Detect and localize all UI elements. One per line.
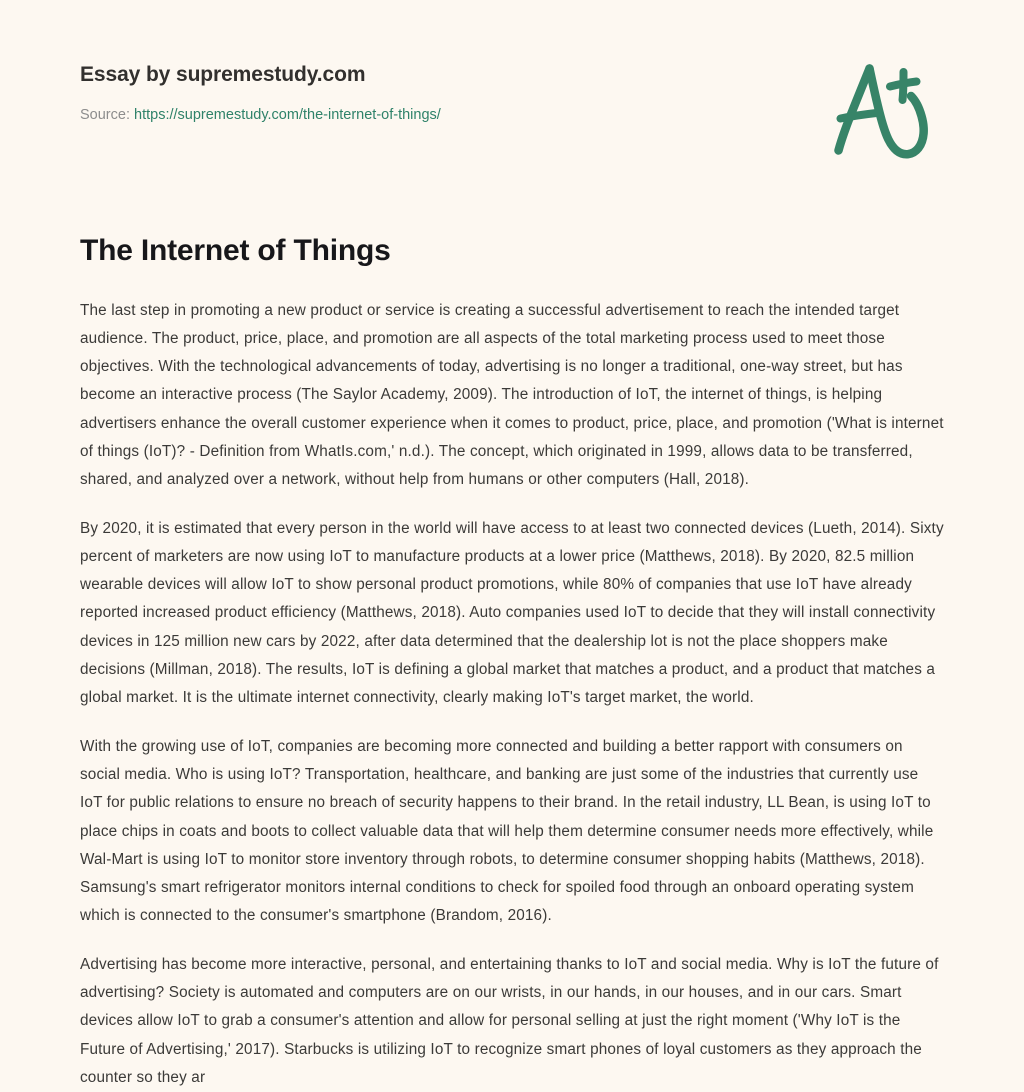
source-url-link[interactable]: https://supremestudy.com/the-internet-of-things/ <box>134 107 441 123</box>
paragraph: Advertising has become more interactive, personal, and entertaining thanks to IoT and social media. Why is IoT the future of advertising? Society is automated and computers are on our wrists, in our hands, in our houses, and in our cars. Smart devices allow IoT to grab a consumer's attention and allow for personal selling at just the right moment ('Why IoT is the Future of Advertising,' 2017). Starbucks is utilizing IoT to recognize smart phones of loyal customers as they approach the counter so they ar <box>80 951 944 1092</box>
source-line <box>80 107 944 124</box>
essay-body <box>80 297 944 1092</box>
paragraph: By 2020, it is estimated that every person in the world will have access to at least two connected devices (Lueth, 2014). Sixty percent of marketers are now using IoT to manufacture products at a lower price (Matthews, 2018). By 2020, 82.5 million wearable devices will allow IoT to show personal product promotions, while 80% of companies that use IoT have already reported increased product efficiency (Matthews, 2018). Auto companies used IoT to decide that they will install connectivity devices in 125 million new cars by 2022, after data determined that the dealership lot is not the place shoppers make decisions (Millman, 2018). The results, IoT is defining a global market that matches a product, and a product that matches a global market. It is the ultimate internet connectivity, clearly making IoT's target market, the world. <box>80 515 944 713</box>
source-label: Source: <box>80 107 130 123</box>
paragraph: The last step in promoting a new product or service is creating a successful advertisement to reach the intended target audience. The product, price, place, and promotion are all aspects of the total marketing process used to meet those objectives. With the technological advancements of today, advertising is no longer a traditional, one-way street, but has become an interactive process (The Saylor Academy, 2009). The introduction of IoT, the internet of things, is helping advertisers enhance the overall customer experience when it comes to product, price, place, and promotion ('What is internet of things (IoT)? - Definition from WhatIs.com,' n.d.). The concept, which originated in 1999, allows data to be transferred, shared, and analyzed over a network, without help from humans or other computers (Hall, 2018). <box>80 297 944 495</box>
paragraph: With the growing use of IoT, companies are becoming more connected and building a better rapport with consumers on social media. Who is using IoT? Transportation, healthcare, and banking are just some of the industries that currently use IoT for public relations to ensure no breach of security happens to their brand. In the retail industry, LL Bean, is using IoT to place chips in coats and boots to collect valuable data that will help them determine consumer needs more effectively, while Wal-Mart is using IoT to monitor store inventory through robots, to determine consumer shopping habits (Matthews, 2018). Samsung's smart refrigerator monitors internal conditions to check for spoiled food through an onboard operating system which is connected to the consumer's smartphone (Brandom, 2016). <box>80 733 944 931</box>
a-plus-logo-icon <box>824 52 944 168</box>
essay-attribution: Essay by supremestudy.com <box>80 62 944 87</box>
a-plus-logo[interactable] <box>824 52 944 168</box>
page-title: The Internet of Things <box>80 128 944 270</box>
page-header <box>80 0 944 128</box>
